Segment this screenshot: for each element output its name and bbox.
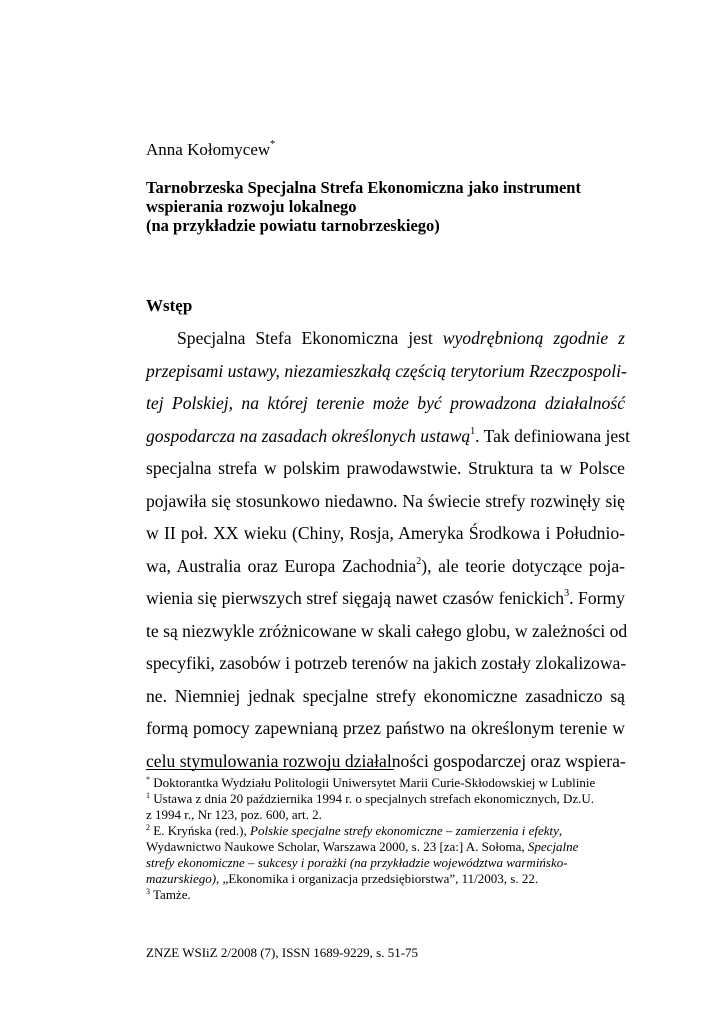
body-paragraph [146,322,630,777]
footnote-italic: Specjalne [527,839,579,854]
article-title [146,178,646,235]
body-text-run: . Formy [569,588,625,608]
title-line: (na przykładzie powiatu tarnobrzeskiego) [146,216,440,235]
body-italic-run: przepisami ustawy, niezamieszkałą częścią terytorium Rzeczpospoli- [146,360,627,381]
title-line: Tarnobrzeska Specjalna Strefa Ekonomiczna jako instrument [146,178,581,197]
body-line: specjalna strefa w polskim prawodawstwie. Struktura ta w Polsce [146,458,625,478]
footnote-line [146,871,626,887]
body-line: w II poł. XX wieku (Chiny, Rosja, Ameryka Środkowa i Południo- [146,523,625,543]
body-line: celu stymulowania rozwoju działalności gospodarczej oraz wspiera- [146,750,626,771]
footnote-line [146,775,626,791]
footnote-line [146,855,626,871]
footnote-italic: Polskie specjalne strefy ekonomiczne – zamierzenia i efekty [250,823,559,838]
section-heading: Wstęp [146,296,193,315]
body-line [146,387,625,420]
footnote-ref: 3 [564,588,570,599]
footnote-marker: 3 [146,887,150,896]
footnote-line [146,887,626,903]
body-text-run: ), ale teorie dotyczące poja- [421,555,625,576]
footnote-line [146,823,626,839]
author-name-text: Anna Kołomycew [146,140,271,159]
body-line [146,420,630,453]
footnote-line: z 1994 r., Nr 123, poz. 600, art. 2. [146,807,322,822]
footnote-ref: 1 [470,425,476,437]
body-line [146,582,625,615]
footnote-ref: 2 [416,555,422,567]
footnote-text: E. Kryńska (red.), [150,823,250,838]
footnote-text: Doktorantka Wydziału Politologii Uniwersytet Marii Curie-Skłodowskiej w Lublinie [150,775,596,790]
body-line [146,322,625,355]
body-text-run: wienia się pierwszych stref sięgają nawet czasów fenickich [146,588,565,608]
footnotes [146,775,626,903]
body-italic-run: tej Polskiej, na której terenie może być prowadzona działalność [146,393,625,413]
title-line: wspierania rozwoju lokalnego [146,197,357,216]
journal-citation: ZNZE WSIiZ 2/2008 (7), ISSN 1689-9229, s. 51-75 [146,945,419,960]
body-text-run: Specjalna Stefa Ekonomiczna jest [177,328,443,348]
body-text-run: wa, Australia oraz Europa Zachodnia [146,555,417,576]
body-line: formą pomocy zapewnianą przez państwo na określonym terenie w [146,718,625,738]
footnote-text: , „Ekonomika i organizacja przedsiębiorstwa”, 11/2003, s. 22. [216,871,539,886]
body-line: specyfiki, zasobów i potrzeb terenów na jakich zostały zlokalizowa- [146,653,627,673]
footnote-marker: * [146,775,150,784]
footnote-line [146,791,626,807]
footnote-text: Tamże. [150,887,191,902]
body-line: te są niezwykle zróżnicowane w skali całego globu, w zależności od [146,620,628,641]
footnote-separator [146,769,394,770]
footnote-text: Wydawnictwo Naukowe Scholar, Warszawa 2000, s. 23 [za:] A. Sołoma, [146,839,528,854]
author-name [146,140,275,160]
footnote-italic: strefy ekonomiczne – sukcesy i porażki (na przykładzie województwa warmińsko- [146,855,568,870]
footnote-text: Ustawa z dnia 20 października 1994 r. o specjalnych strefach ekonomicznych, Dz.U. [150,791,595,806]
body-italic-run: gospodarcza na zasadach określonych ustawą [146,425,471,446]
footnote-italic: mazurskiego) [146,871,217,886]
footnote-marker: 1 [146,791,150,800]
footnote-line [146,839,626,855]
footnote-text: , [558,823,563,838]
body-line [146,550,625,583]
body-line [146,355,625,388]
body-italic-run: wyodrębnioną zgodnie z [442,328,625,348]
body-text-run: . Tak definiowana jest [475,425,630,446]
body-line: pojawiła się stosunkowo niedawno. Na świecie strefy rozwinęły się [146,490,625,511]
author-footnote-marker: * [270,139,276,150]
footnote-marker: 2 [146,823,150,832]
body-line: ne. Niemniej jednak specjalne strefy ekonomiczne zasadniczo są [146,685,625,706]
